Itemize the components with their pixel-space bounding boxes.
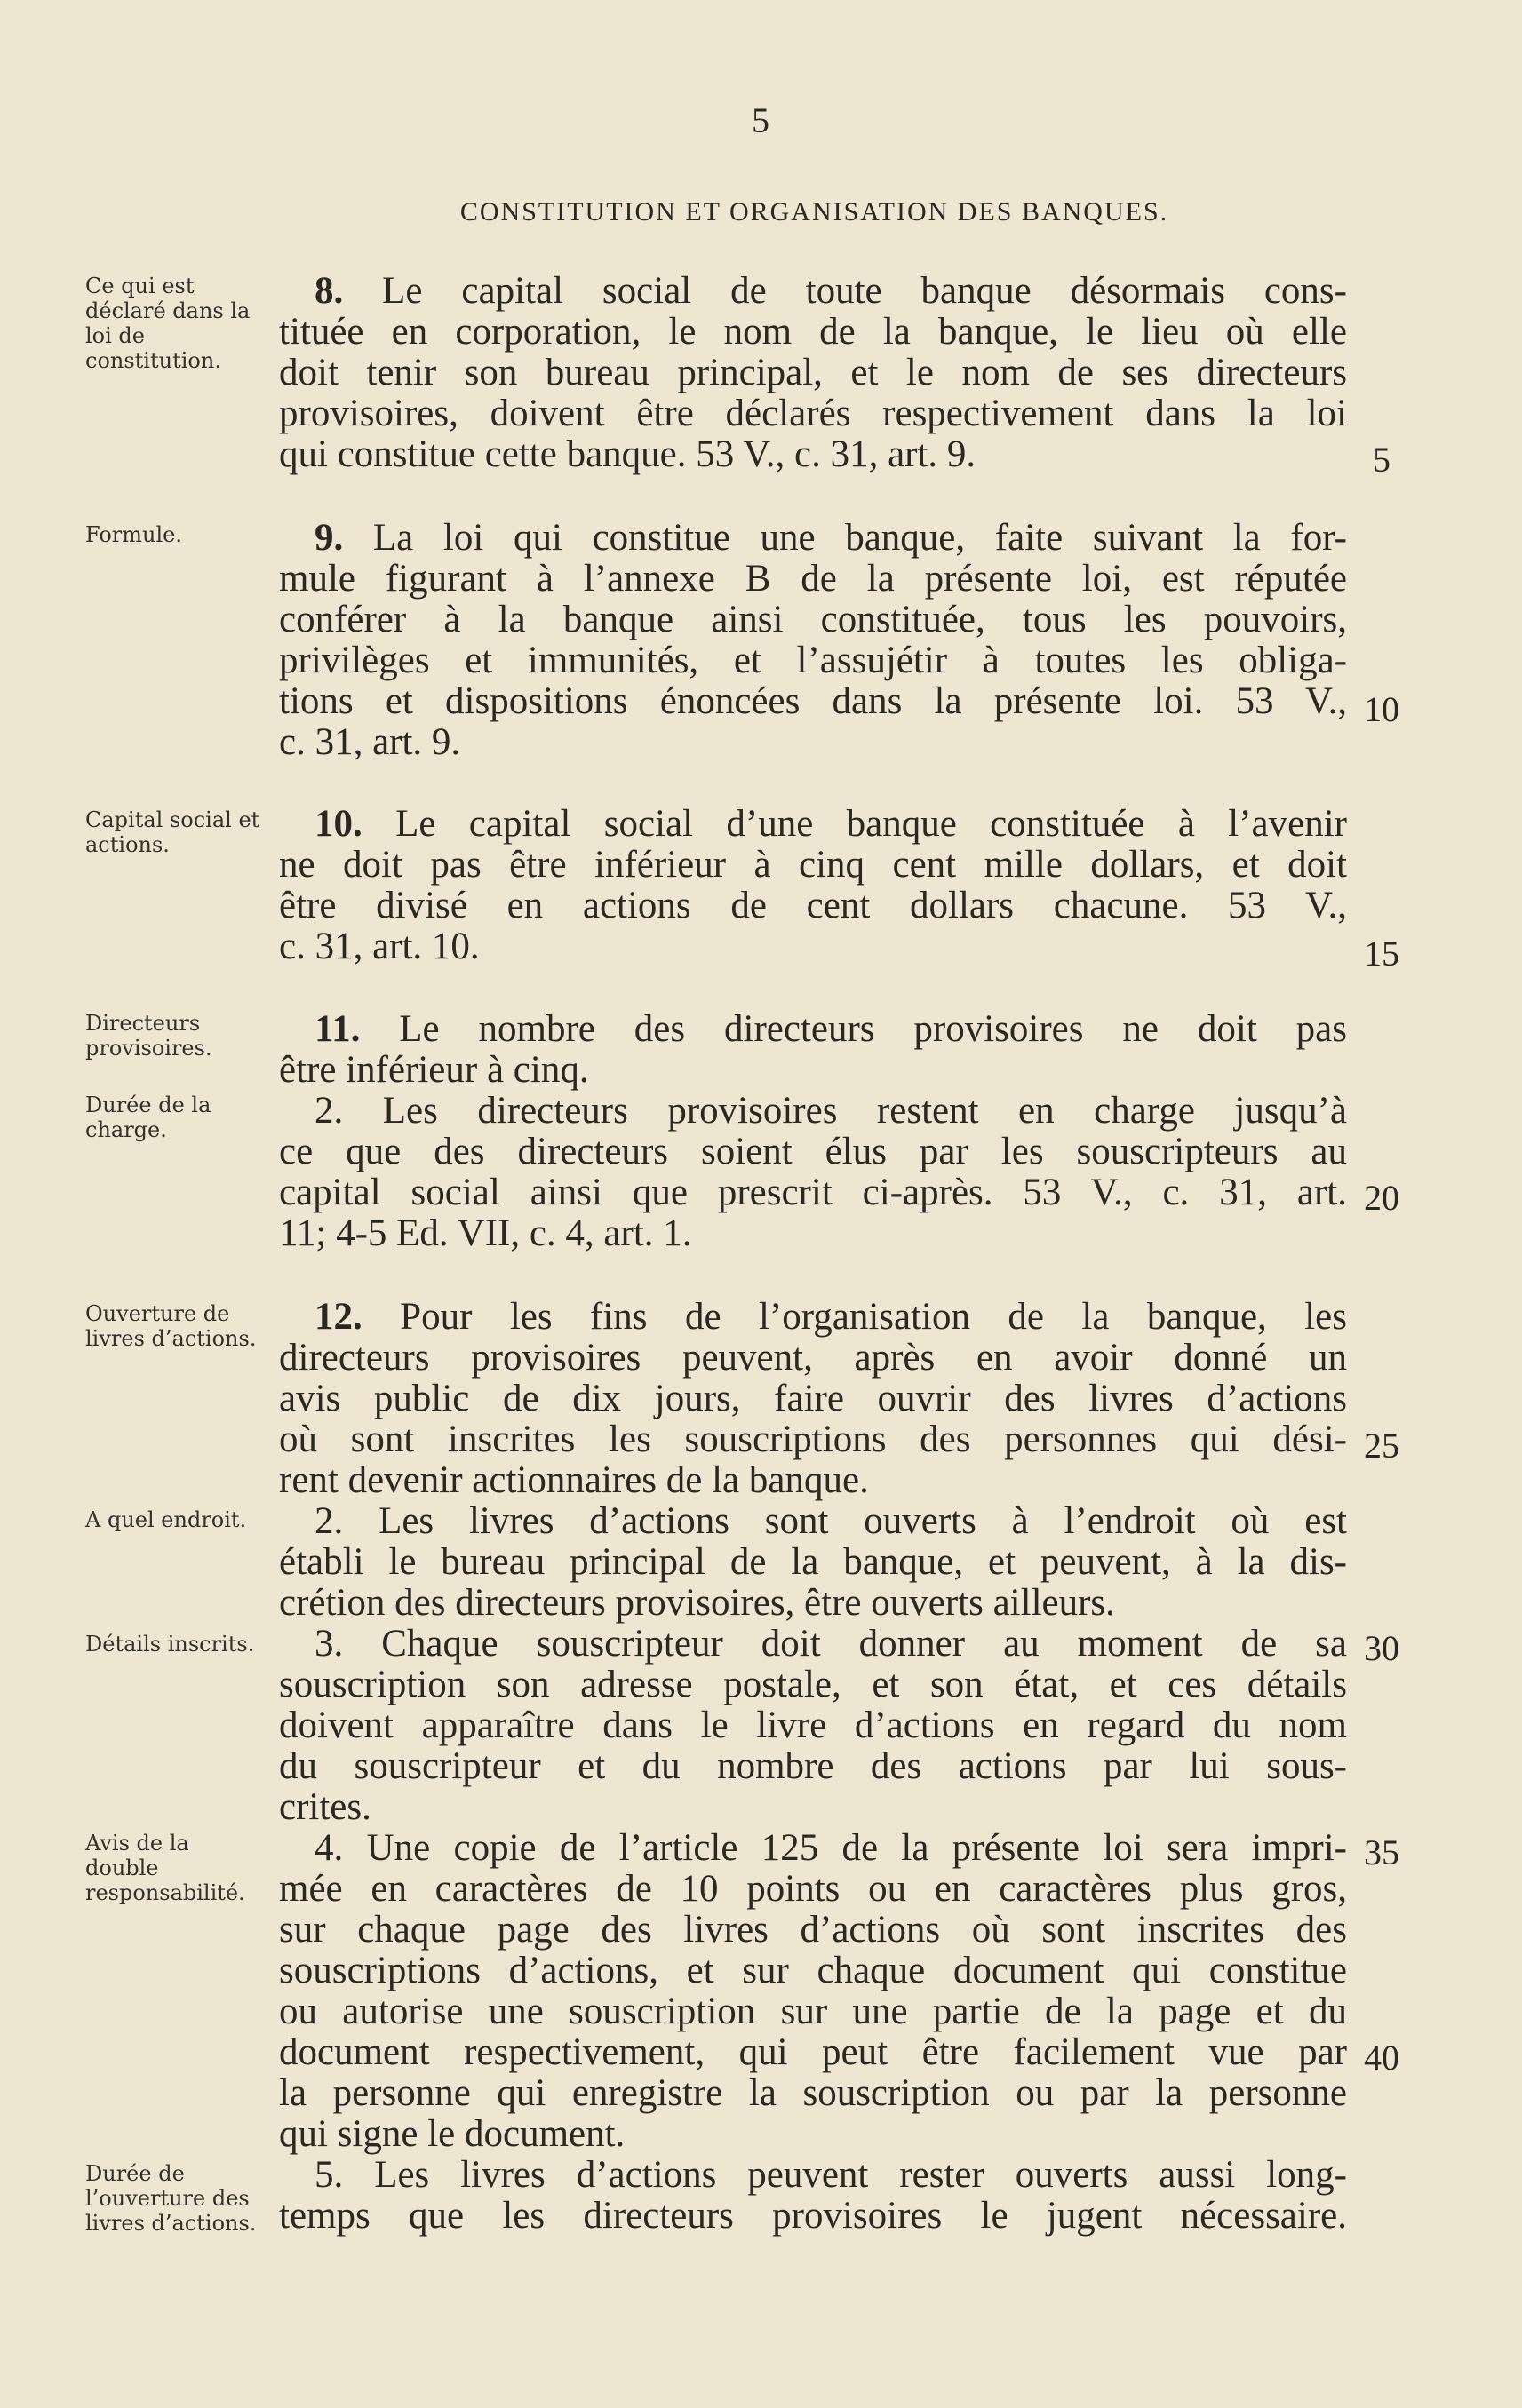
line-number: 30 <box>1364 1628 1399 1668</box>
section-12-line: document respectivement, qui peut être facilement vue par <box>279 2031 1347 2073</box>
section-8-line: 8. Le capital social de toute banque désormais cons- <box>315 270 1347 312</box>
section-8-number: 8. <box>315 270 344 312</box>
section-12-line: souscriptions d’actions, et sur chaque document qui constitue <box>279 1950 1347 1991</box>
section-9-line: privilèges et immunités, et l’assujétir à toutes les obliga- <box>279 640 1347 681</box>
section-11-line: être inférieur à cinq. <box>279 1049 589 1091</box>
section-8-line: qui constitue cette banque. 53 V., c. 31, art. 9. <box>279 433 976 475</box>
margin-note-duree-charge: Durée de la charge. <box>85 1093 211 1142</box>
margin-note-avis: Avis de la double responsabilité. <box>85 1831 245 1905</box>
section-8-line: doit tenir son bureau principal, et le nom de ses directeurs <box>279 352 1347 393</box>
margin-note-details: Détails inscrits. <box>85 1632 255 1657</box>
section-12-line: 2. Les livres d’actions sont ouverts à l’endroit où est <box>315 1500 1347 1542</box>
section-10-line: être divisé en actions de cent dollars chacune. 53 V., <box>279 885 1347 926</box>
section-9-line: c. 31, art. 9. <box>279 721 461 763</box>
section-10-number: 10. <box>315 803 363 845</box>
margin-note-duree-ouverture: Durée de l’ouverture des livres d’actions. <box>85 2161 257 2236</box>
section-12-line: sur chaque page des livres d’actions où sont inscrites des <box>279 1909 1347 1951</box>
section-11-line: 2. Les directeurs provisoires restent en charge jusqu’à <box>315 1090 1347 1132</box>
section-11-line: ce que des directeurs soient élus par les souscripteurs au <box>279 1131 1347 1172</box>
section-12-line: mée en caractères de 10 points ou en caractères plus gros, <box>279 1868 1347 1910</box>
section-12-line: qui signe le document. <box>279 2113 626 2155</box>
section-10-line: c. 31, art. 10. <box>279 926 480 967</box>
section-12-line: du souscripteur et du nombre des actions par lui sous- <box>279 1745 1347 1787</box>
section-8-line: provisoires, doivent être déclarés respectivement dans la loi <box>279 393 1347 434</box>
section-12-line: établi le bureau principal de la banque, et peuvent, à la dis- <box>279 1541 1347 1583</box>
section-12-line: temps que les directeurs provisoires le jugent nécessaire. <box>279 2195 1347 2237</box>
margin-note-declaration: Ce qui est déclaré dans la loi de constitution. <box>85 274 251 373</box>
section-9-line: 9. La loi qui constitue une banque, faite suivant la for- <box>315 517 1347 559</box>
section-9-line: mule figurant à l’annexe B de la présente loi, est réputée <box>279 558 1347 600</box>
section-9-line: tions et dispositions énoncées dans la présente loi. 53 V., <box>279 680 1347 722</box>
section-8-line: tituée en corporation, le nom de la banque, le lieu où elle <box>279 311 1347 353</box>
margin-note-ouverture-livres: Ouverture de livres d’actions. <box>85 1301 257 1351</box>
section-12-line: où sont inscrites les souscriptions des personnes qui dési- <box>279 1419 1347 1460</box>
section-10-line: 10. Le capital social d’une banque constituée à l’avenir <box>315 803 1347 845</box>
line-number: 25 <box>1364 1426 1399 1466</box>
section-12-number: 12. <box>315 1296 363 1338</box>
section-9-number: 9. <box>315 517 344 559</box>
margin-note-endroit: A quel endroit. <box>85 1507 247 1532</box>
section-12-line: rent devenir actionnaires de la banque. <box>279 1459 869 1501</box>
line-number: 20 <box>1364 1178 1399 1218</box>
section-12-line: 12. Pour les fins de l’organisation de la banque, les <box>315 1296 1347 1338</box>
page-number: 5 <box>752 100 770 140</box>
section-11-number: 11. <box>315 1008 361 1050</box>
margin-note-capital: Capital social et actions. <box>85 807 260 857</box>
section-11-line: 11. Le nombre des directeurs provisoires ne doit pas <box>315 1008 1347 1050</box>
section-12-line: doivent apparaître dans le livre d’actions en regard du nom <box>279 1705 1347 1746</box>
section-12-line: ou autorise une souscription sur une partie de la page et du <box>279 1991 1347 2032</box>
margin-note-formule: Formule. <box>85 522 182 547</box>
section-12-line: crites. <box>279 1786 371 1828</box>
line-number: 35 <box>1364 1832 1399 1872</box>
section-12-line: 3. Chaque souscripteur doit donner au moment de sa <box>315 1623 1347 1665</box>
section-12-line: 4. Une copie de l’article 125 de la présente loi sera impri- <box>315 1827 1347 1869</box>
section-11-line: 11; 4-5 Ed. VII, c. 4, art. 1. <box>279 1212 692 1254</box>
running-head: CONSTITUTION ET ORGANISATION DES BANQUES. <box>459 197 1169 226</box>
section-9-line: conférer à la banque ainsi constituée, tous les pouvoirs, <box>279 599 1347 640</box>
section-12-line: souscription son adresse postale, et son état, et ces détails <box>279 1664 1347 1705</box>
margin-note-directeurs: Directeurs provisoires. <box>85 1011 212 1061</box>
line-number: 40 <box>1364 2038 1399 2078</box>
section-12-line: avis public de dix jours, faire ouvrir des livres d’actions <box>279 1378 1347 1419</box>
line-number: 5 <box>1373 440 1391 480</box>
section-12-line: la personne qui enregistre la souscription ou par la personne <box>279 2072 1347 2114</box>
section-10-line: ne doit pas être inférieur à cinq cent mille dollars, et doit <box>279 844 1347 886</box>
section-12-line: crétion des directeurs provisoires, être ouverts ailleurs. <box>279 1582 1115 1624</box>
line-number: 10 <box>1364 689 1399 729</box>
line-number: 15 <box>1364 934 1399 974</box>
section-11-line: capital social ainsi que prescrit ci-après. 53 V., c. 31, art. <box>279 1172 1347 1213</box>
section-12-line: directeurs provisoires peuvent, après en avoir donné un <box>279 1337 1347 1379</box>
section-12-line: 5. Les livres d’actions peuvent rester ouverts aussi long- <box>315 2154 1347 2196</box>
